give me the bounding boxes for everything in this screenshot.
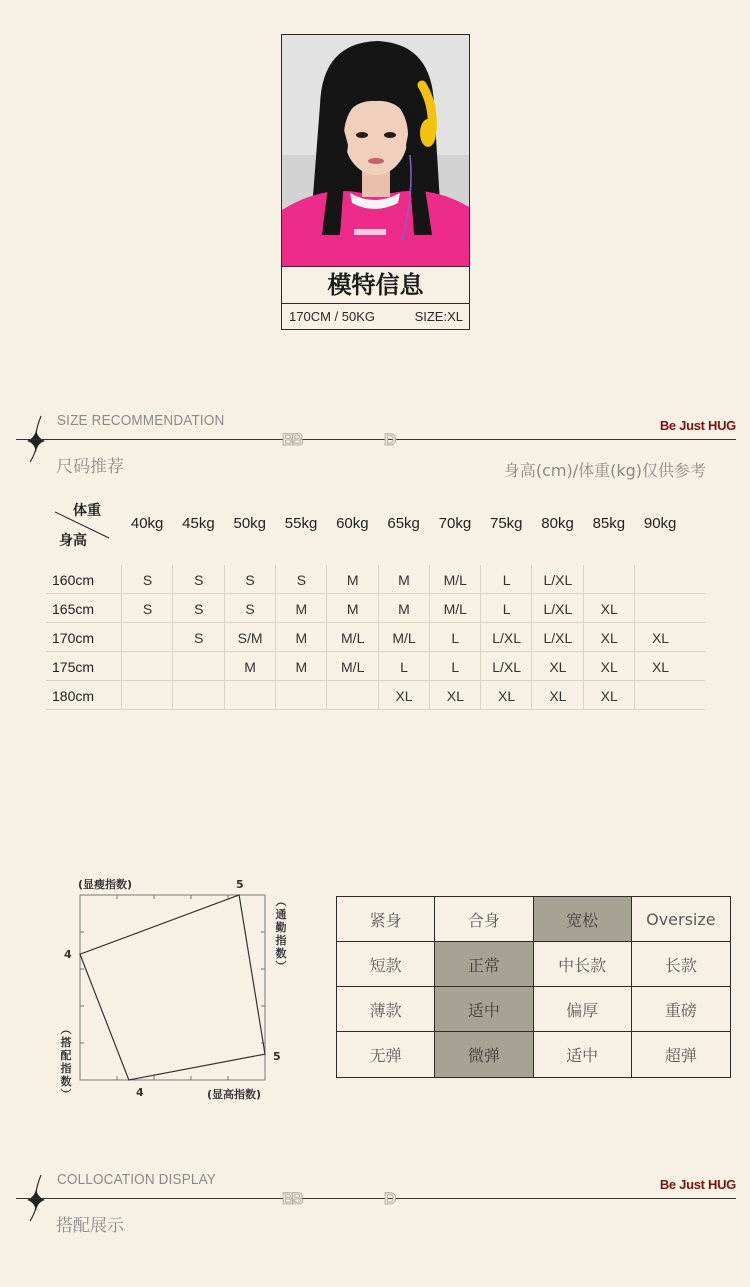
size-cell bbox=[224, 681, 276, 709]
attribute-option: 中长款 bbox=[534, 942, 632, 987]
section-title-en: SIZE RECOMMENDATION bbox=[57, 412, 225, 429]
weight-header: 80kg bbox=[541, 515, 574, 532]
size-note: 身高(cm)/体重(kg)仅供参考 bbox=[503, 461, 706, 480]
attribute-option: 微弹 bbox=[435, 1032, 533, 1077]
attribute-option: 适中 bbox=[534, 1032, 632, 1077]
size-cell bbox=[326, 681, 378, 709]
size-cell bbox=[172, 652, 224, 680]
corner-weight-label: 体重 bbox=[73, 503, 101, 519]
radar-frame bbox=[80, 895, 265, 1080]
watermark-bb: BB bbox=[282, 430, 301, 449]
size-cell: M/L bbox=[326, 623, 378, 651]
size-cell: XL bbox=[378, 681, 430, 709]
weight-header: 60kg bbox=[336, 515, 369, 532]
radar-label-right: ︵ 通 勤 指 数 ︶ bbox=[275, 895, 287, 973]
size-row bbox=[46, 623, 705, 652]
section-divider-line bbox=[16, 439, 736, 440]
watermark-d: D bbox=[384, 1189, 397, 1208]
size-row bbox=[46, 565, 705, 594]
model-meta bbox=[282, 304, 469, 329]
size-cell: S/M bbox=[224, 623, 276, 651]
size-cell bbox=[121, 652, 173, 680]
attribute-option: 短款 bbox=[337, 942, 435, 987]
section-title-cn: 搭配展示 bbox=[56, 1216, 124, 1236]
size-cell bbox=[634, 681, 686, 709]
height-cell: 180cm bbox=[52, 688, 95, 704]
size-cell: XL bbox=[583, 652, 635, 680]
size-cell: M bbox=[326, 565, 378, 593]
height-cell: 160cm bbox=[52, 572, 95, 588]
size-cell: L/XL bbox=[531, 594, 583, 622]
size-cell bbox=[634, 565, 686, 593]
height-cell: 165cm bbox=[52, 601, 95, 617]
attribute-option: 宽松 bbox=[534, 897, 632, 942]
size-cell: S bbox=[172, 565, 224, 593]
weight-header: 75kg bbox=[489, 515, 523, 532]
attribute-option: Oversize bbox=[632, 897, 730, 942]
weight-header: 45kg bbox=[182, 515, 215, 532]
size-cell: M bbox=[275, 594, 327, 622]
brand-logo: Be Just HUG bbox=[659, 1177, 736, 1192]
size-cell bbox=[121, 681, 173, 709]
size-cell: S bbox=[172, 623, 224, 651]
size-cell: L bbox=[429, 652, 481, 680]
attribute-option: 薄款 bbox=[337, 987, 435, 1032]
size-table bbox=[46, 565, 705, 710]
radar-label-left: ︵ 搭 配 指 数 ︶ bbox=[60, 1023, 72, 1101]
radar-plot bbox=[50, 875, 300, 1105]
size-cell: S bbox=[121, 565, 173, 593]
radar-value-bottom: 4 bbox=[136, 1086, 144, 1099]
model-info-card bbox=[281, 34, 470, 330]
model-photo bbox=[282, 35, 469, 266]
height-cell: 170cm bbox=[52, 630, 95, 646]
weight-header: 70kg bbox=[438, 515, 472, 532]
size-cell: XL bbox=[531, 681, 583, 709]
size-table-header bbox=[0, 500, 750, 552]
brand-logo: Be Just HUG bbox=[659, 418, 736, 433]
radar-label-bottom: (显高指数) bbox=[207, 1088, 262, 1101]
index-radar bbox=[50, 875, 300, 1105]
size-cell: L/XL bbox=[480, 623, 532, 651]
radar-value-left: 4 bbox=[64, 948, 72, 961]
size-cell: XL bbox=[634, 623, 686, 651]
size-cell: L/XL bbox=[531, 565, 583, 593]
radar-value-right: 5 bbox=[273, 1050, 281, 1063]
attribute-option: 偏厚 bbox=[534, 987, 632, 1032]
size-cell: L bbox=[378, 652, 430, 680]
size-cell: S bbox=[172, 594, 224, 622]
size-cell: XL bbox=[531, 652, 583, 680]
weight-header: 65kg bbox=[387, 515, 420, 532]
attribute-option: 重磅 bbox=[632, 987, 730, 1032]
radar-polygon bbox=[80, 895, 265, 1080]
watermark-d: D bbox=[384, 430, 397, 449]
size-row bbox=[46, 594, 705, 623]
section-title-en: COLLOCATION DISPLAY bbox=[57, 1171, 216, 1188]
size-cell: M bbox=[275, 623, 327, 651]
size-cell: L bbox=[480, 565, 532, 593]
watermark-bb: BB bbox=[282, 1189, 301, 1208]
collocation-display-header bbox=[0, 1171, 750, 1241]
size-cell bbox=[172, 681, 224, 709]
radar-label-top: (显瘦指数) bbox=[78, 878, 133, 891]
size-cell: M/L bbox=[326, 652, 378, 680]
attribute-option: 超弹 bbox=[664, 1046, 697, 1065]
attribute-option: 无弹 bbox=[337, 1032, 435, 1077]
size-cell: L/XL bbox=[480, 652, 532, 680]
attribute-option: 紧身 bbox=[337, 897, 435, 942]
weight-header: 90kg bbox=[643, 515, 677, 532]
size-row bbox=[46, 681, 705, 710]
size-cell: M bbox=[378, 594, 430, 622]
weight-header: 40kg bbox=[130, 515, 164, 532]
size-cell: S bbox=[275, 565, 327, 593]
size-cell: M bbox=[326, 594, 378, 622]
size-cell: S bbox=[121, 594, 173, 622]
size-cell: M bbox=[275, 652, 327, 680]
weight-header: 50kg bbox=[233, 515, 267, 532]
attribute-option: 合身 bbox=[435, 897, 533, 942]
size-cell: XL bbox=[583, 623, 635, 651]
model-height-weight: 170CM / 50KG bbox=[289, 309, 375, 324]
size-cell bbox=[634, 594, 686, 622]
size-cell: XL bbox=[583, 681, 635, 709]
attribute-option: 适中 bbox=[435, 987, 533, 1032]
size-cell: M bbox=[378, 565, 430, 593]
size-cell: L/XL bbox=[531, 623, 583, 651]
section-title-cn: 尺码推荐 bbox=[56, 457, 124, 477]
size-cell: XL bbox=[480, 681, 532, 709]
size-row bbox=[46, 652, 705, 681]
model-info-title: 模特信息 bbox=[282, 266, 469, 304]
attribute-option: 正常 bbox=[435, 942, 533, 987]
size-recommendation-header bbox=[0, 412, 750, 482]
size-cell bbox=[121, 623, 173, 651]
radar-value-top: 5 bbox=[236, 878, 244, 891]
size-cell: L bbox=[429, 623, 481, 651]
size-cell: S bbox=[224, 594, 276, 622]
size-cell: M bbox=[224, 652, 276, 680]
size-cell: L bbox=[480, 594, 532, 622]
model-photo-illustration bbox=[282, 35, 469, 266]
fabric-attribute-grid bbox=[336, 896, 731, 1078]
size-cell: S bbox=[224, 565, 276, 593]
size-cell: XL bbox=[429, 681, 481, 709]
size-cell: XL bbox=[634, 652, 686, 680]
size-cell: M/L bbox=[378, 623, 430, 651]
weight-header: 85kg bbox=[592, 515, 626, 532]
size-cell: M/L bbox=[429, 565, 481, 593]
section-divider-line bbox=[16, 1198, 736, 1199]
size-cell: XL bbox=[583, 594, 635, 622]
weight-header: 55kg bbox=[284, 515, 318, 532]
corner-height-label: 身高 bbox=[59, 533, 87, 549]
height-cell: 175cm bbox=[52, 659, 95, 675]
size-cell: M/L bbox=[429, 594, 481, 622]
attribute-option: 长款 bbox=[632, 942, 730, 987]
model-size: SIZE:XL bbox=[414, 309, 463, 324]
size-cell bbox=[583, 565, 635, 593]
size-cell bbox=[275, 681, 327, 709]
